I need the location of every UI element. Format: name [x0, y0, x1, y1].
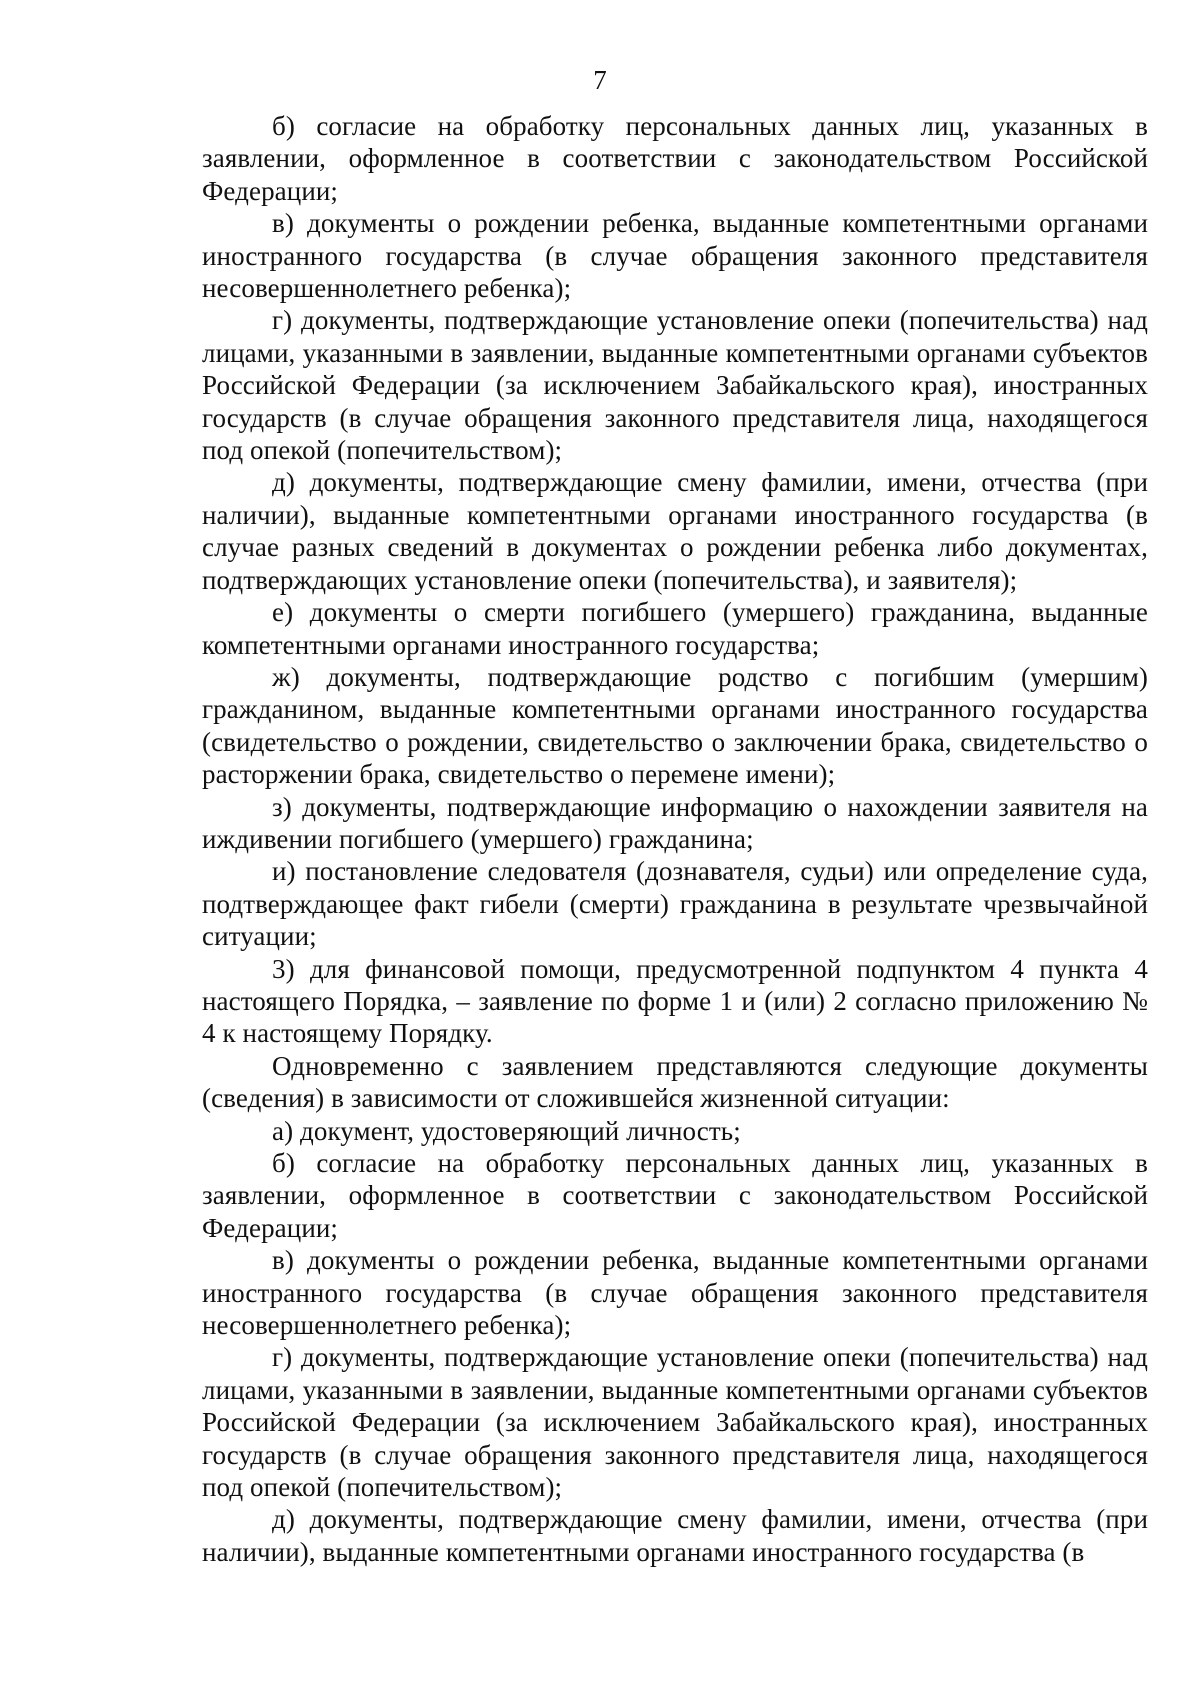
paragraph-g-guardianship: г) документы, подтверждающие установление опеки (попечительства) над лицами, указанными в заявлении, выданные компетентными органами субъектов Российской Федерации (за исключением Забайкальского края), иностранных государств (в случае обращения законного представителя лица, находящегося под опекой (попечительством); [202, 305, 1148, 466]
paragraph-zh-kinship: ж) документы, подтверждающие родство с погибшим (умершим) гражданином, выданные компетентными органами иностранного государства (свидетельство о рождении, свидетельство о заключении брака, свидетельство о расторжении брака, свидетельство о перемене имени); [202, 661, 1148, 790]
document-body [202, 110, 1148, 1568]
paragraph-b-consent-2: б) согласие на обработку персональных данных лиц, указанных в заявлении, оформленное в соответствии с законодательством Российской Федерации; [202, 1148, 1148, 1243]
paragraph-v-birth-documents-2: в) документы о рождении ребенка, выданные компетентными органами иностранного государства (в случае обращения законного представителя несовершеннолетнего ребенка); [202, 1245, 1148, 1341]
page-number: 7 [593, 65, 607, 95]
paragraph-d-name-change-2: д) документы, подтверждающие смену фамилии, имени, отчества (при наличии), выданные компетентными органами иностранного государства (в [202, 1504, 1148, 1567]
paragraph-g-guardianship-2: г) документы, подтверждающие установление опеки (попечительства) над лицами, указанными в заявлении, выданные компетентными органами субъектов Российской Федерации (за исключением Забайкальского края), иностранных государств (в случае обращения законного представителя лица, находящегося под опекой (попечительством); [202, 1342, 1148, 1503]
paragraph-b-consent: б) согласие на обработку персональных данных лиц, указанных в заявлении, оформленное в соответствии с законодательством Российской Федерации; [202, 111, 1148, 206]
paragraph-simultaneously: Одновременно с заявлением представляются следующие документы (сведения) в зависимости от сложившейся жизненной ситуации: [202, 1050, 1148, 1114]
paragraph-a-identity-document: а) документ, удостоверяющий личность; [272, 1115, 741, 1146]
paragraph-3-financial-aid: 3) для финансовой помощи, предусмотренной подпунктом 4 пункта 4 настоящего Порядка, – заявление по форме 1 и (или) 2 согласно приложению № 4 к настоящему Порядку. [202, 953, 1148, 1049]
paragraph-e-death-documents: е) документы о смерти погибшего (умершего) гражданина, выданные компетентными органами иностранного государства; [202, 597, 1148, 660]
paragraph-z-dependency: з) документы, подтверждающие информацию о нахождении заявителя на иждивении погибшего (умершего) гражданина; [202, 791, 1148, 854]
paragraph-v-birth-documents: в) документы о рождении ребенка, выданные компетентными органами иностранного государства (в случае обращения законного представителя несовершеннолетнего ребенка); [202, 208, 1148, 304]
paragraph-d-name-change: д) документы, подтверждающие смену фамилии, имени, отчества (при наличии), выданные компетентными органами иностранного государства (в случае разных сведений в документах о рождении ребенка либо документах, подтверждающих установление опеки (попечительства), и заявителя); [202, 467, 1148, 595]
paragraph-i-investigator-ruling: и) постановление следователя (дознавателя, судьи) или определение суда, подтверждающее факт гибели (смерти) гражданина в результате чрезвычайной ситуации; [202, 856, 1148, 952]
